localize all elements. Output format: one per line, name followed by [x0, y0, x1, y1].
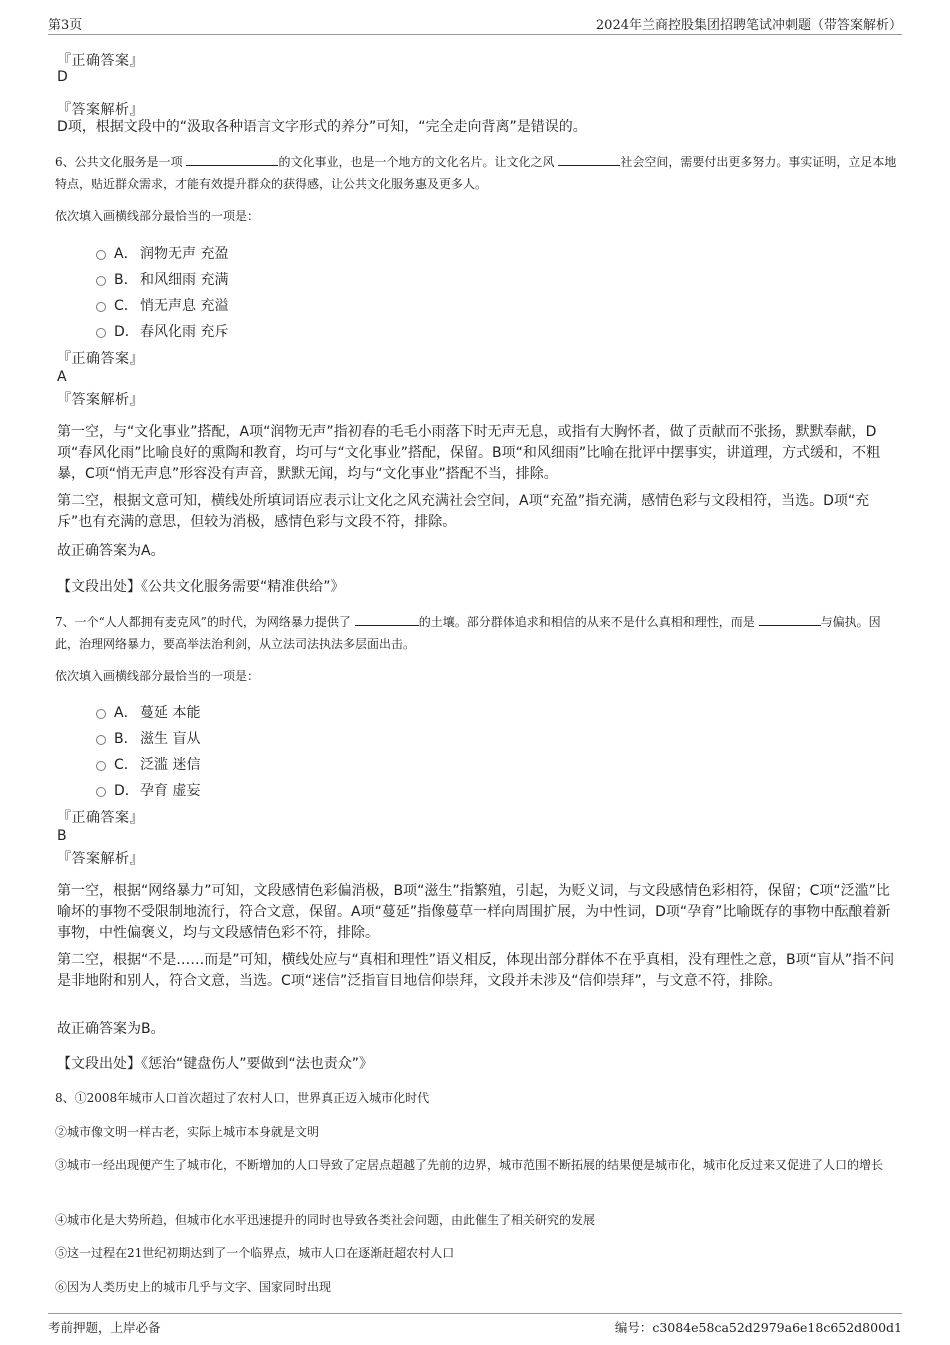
q7-stem: 7、一个“人人都拥有麦克风”的时代，为网络暴力提供了 的土壤。部分群体追求和相信的从来不是什么真相和理性，而是 与偏执。因此，治理网络暴力，要高举法治利剑，从立法司法执法多层面出击。	[55, 615, 881, 651]
blank-1	[355, 613, 419, 626]
q7-answer: B	[57, 828, 67, 844]
radio-icon[interactable]	[96, 735, 106, 745]
q8-item-6: ⑥因为人类历史上的城市几乎与文字、国家同时出现	[55, 1280, 332, 1294]
q6-option-b[interactable]: B． 和风细雨 充满	[96, 269, 228, 289]
q7-prompt: 依次填入画横线部分最恰当的一项是：	[55, 669, 260, 683]
document-title: 2024年兰商控股集团招聘笔试冲刺题（带答案解析）	[595, 18, 902, 33]
q6-answer: A	[57, 369, 67, 385]
q8-item-3: ③城市一经出现便产生了城市化，不断增加的人口导致了定居点超越了先前的边界，城市范围不断拓展的结果便是城市化，城市化反过来又促进了人口的增长	[55, 1158, 884, 1172]
q7-conclusion: 故正确答案为B。	[57, 1021, 165, 1037]
blank-2	[558, 153, 620, 166]
q7-source: 【文段出处】《惩治“键盘伤人”要做到“法也责众”》	[57, 1056, 374, 1072]
q6-option-d[interactable]: D．春风化雨 充斥	[96, 321, 228, 341]
q8-item-5: ⑤这一过程在21世纪初期达到了一个临界点，城市人口在逐渐赶超农村人口	[55, 1246, 455, 1260]
q7-option-c[interactable]: C． 泛滥 迷信	[96, 754, 200, 774]
q5-answer: D	[57, 69, 68, 85]
radio-icon[interactable]	[96, 761, 106, 771]
q7-option-a[interactable]: A． 蔓延 本能	[96, 702, 200, 722]
q6-source: 【文段出处】《公共文化服务需要“精准供给”》	[57, 579, 345, 595]
q6-option-c[interactable]: C． 悄无声息 充溢	[96, 295, 228, 315]
q6-analysis-p2: 第二空，根据文意可知，横线处所填词语应表示让文化之风充满社会空间，A项“充盈”指充满，感情色彩与文段相符，当选。D项“充斥”也有充满的意思，但较为消极，感情色彩与文段不符，排除。	[57, 493, 870, 530]
q6-conclusion: 故正确答案为A。	[57, 543, 165, 559]
radio-icon[interactable]	[96, 250, 106, 260]
q8-item-4: ④城市化是大势所趋，但城市化水平迅速提升的同时也导致各类社会问题，由此催生了相关研究的发展	[55, 1213, 596, 1227]
radio-icon[interactable]	[96, 709, 106, 719]
blank-2	[759, 613, 821, 626]
q5-analysis: D项，根据文段中的“汲取各种语言文字形式的养分”可知，“完全走向背离”是错误的。	[57, 119, 587, 135]
page-number: 第3页	[48, 18, 83, 33]
q6-analysis-label: 『答案解析』	[57, 392, 144, 408]
q5-analysis-label: 『答案解析』	[57, 102, 144, 118]
q6-answer-label: 『正确答案』	[57, 351, 144, 367]
q7-option-d[interactable]: D．孕育 虚妄	[96, 780, 200, 800]
blank-1	[186, 153, 278, 166]
q8-item-1: 8、①2008年城市人口首次超过了农村人口，世界真正迈入城市化时代	[55, 1091, 430, 1105]
q6-analysis-p1: 第一空，与“文化事业”搭配，A项“润物无声”指初春的毛毛小雨落下时无声无息，或指有大胸怀者，做了贡献而不张扬，默默奉献，D项“春风化雨”比喻良好的熏陶和教育，均可与“文化事业”搭配，保留。B项“和风细雨”比喻在批评中摆事实，讲道理，方式缓和，不粗暴，C项“悄无声息”形容没有声音，默默无闻，均与“文化事业”搭配不当，排除。	[57, 424, 881, 482]
q5-answer-label: 『正确答案』	[57, 53, 144, 69]
q7-answer-label: 『正确答案』	[57, 810, 144, 826]
q7-analysis-p1: 第一空，根据“网络暴力”可知，文段感情色彩偏消极，B项“滋生”指繁殖，引起，为贬义词，与文段感情色彩相符，保留；C项“泛滥”比喻坏的事物不受限制地流行，符合文意，保留。A项“蔓延”指像蔓草一样向周围扩展，为中性词，D项“孕育”比喻既存的事物中酝酿着新事物，中性偏褒义，均与文段感情色彩不符，排除。	[57, 883, 891, 941]
page-header	[48, 12, 902, 35]
q7-option-b[interactable]: B． 滋生 盲从	[96, 728, 200, 748]
q6-prompt: 依次填入画横线部分最恰当的一项是：	[55, 209, 260, 223]
page-footer	[48, 1313, 902, 1338]
document-id: 编号：c3084e58ca52d2979a6e18c652d800d1	[614, 1320, 902, 1335]
radio-icon[interactable]	[96, 328, 106, 338]
radio-icon[interactable]	[96, 276, 106, 286]
q6-stem: 6、公共文化服务是一项 的文化事业，也是一个地方的文化名片。让文化之风 社会空间，需要付出更多努力。事实证明，立足本地特点，贴近群众需求，才能有效提升群众的获得感，让公共文化服务惠及更多人。	[55, 155, 897, 191]
radio-icon[interactable]	[96, 302, 106, 312]
q7-analysis-label: 『答案解析』	[57, 851, 144, 867]
footer-slogan: 考前押题，上岸必备	[48, 1320, 161, 1335]
radio-icon[interactable]	[96, 787, 106, 797]
q7-analysis-p2: 第二空，根据“不是……而是”可知，横线处应与“真相和理性”语义相反，体现出部分群体不在乎真相，没有理性之意，B项“盲从”指不问是非地附和别人，符合文意，当选。C项“迷信”泛指盲目地信仰崇拜，文段并未涉及“信仰崇拜”，与文意不符，排除。	[57, 952, 895, 989]
q6-option-a[interactable]: A． 润物无声 充盈	[96, 243, 228, 263]
q8-item-2: ②城市像文明一样古老，实际上城市本身就是文明	[55, 1125, 320, 1139]
